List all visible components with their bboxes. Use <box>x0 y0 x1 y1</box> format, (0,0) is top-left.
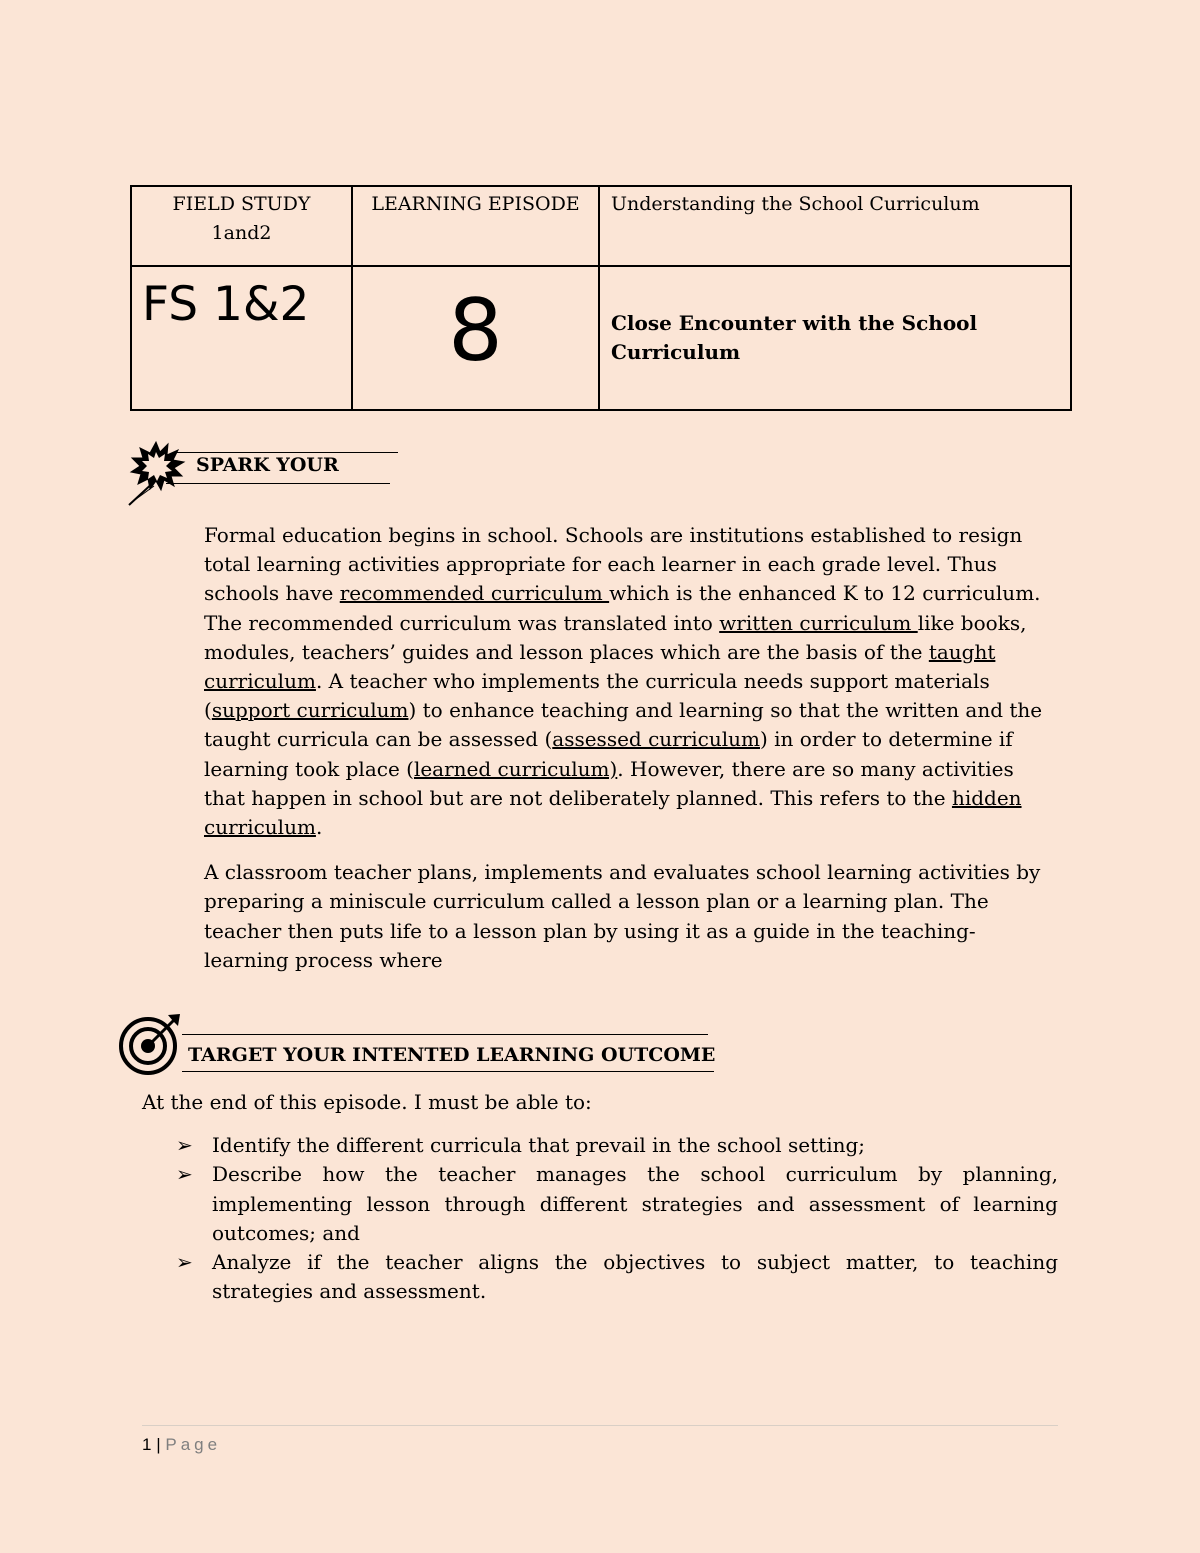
episode-title-cell <box>599 266 1071 410</box>
term-support-curriculum: support curriculum <box>211 698 409 723</box>
intro-text <box>142 521 1058 975</box>
term-assessed-curriculum: assessed curriculum <box>552 727 760 752</box>
target-icon <box>116 1012 184 1076</box>
target-bottom-rule <box>182 1071 714 1072</box>
page-number: 1 <box>142 1435 152 1454</box>
target-section-header <box>116 1012 716 1076</box>
text-run: Formal education begins in school. Schools are institutions established to resign total learning activities appropriate for each learner in each grade level. Thus schools have <box>204 523 1023 606</box>
episode-title: Close Encounter with the School Curriculum <box>611 311 978 364</box>
footer-separator: | <box>156 1435 161 1454</box>
target-title: TARGET YOUR INTENTED LEARNING OUTCOME <box>188 1044 716 1066</box>
spark-title: SPARK YOUR <box>196 454 339 476</box>
arrow-bullet-icon: ➢ <box>176 1133 193 1158</box>
intro-paragraph-1 <box>142 521 1058 842</box>
text-run: ) in order to determine if learning took place ( <box>204 727 1013 781</box>
text-run: . A teacher who implements the curricula needs support materials ( <box>204 669 990 723</box>
term-written-curriculum: written curriculum <box>719 610 918 635</box>
intro-paragraph-2: A classroom teacher plans, implements and evaluates school learning activities by preparing a miniscule curriculum called a lesson plan or a learning plan. The teacher then puts life to a lesson plan by using it as a guide in the teaching-learning process where <box>204 860 1041 972</box>
arrow-bullet-icon: ➢ <box>176 1250 193 1275</box>
course-code: FS 1&2 <box>142 277 310 332</box>
text-run: . However, there are so many activities that happen in school but are not deliberately planned. This refers to the <box>204 756 1014 810</box>
learning-outcomes <box>142 1088 1058 1306</box>
list-item <box>142 1248 1058 1306</box>
term-recommended-curriculum: recommended curriculum <box>339 581 610 606</box>
outcome-text: Analyze if the teacher aligns the objectives to subject matter, to teaching strategies and assessment. <box>212 1250 1058 1304</box>
list-item <box>142 1160 1058 1248</box>
spark-top-rule <box>174 452 398 453</box>
field-study-sublabel: 1and2 <box>211 222 272 244</box>
arrow-bullet-icon: ➢ <box>176 1162 193 1187</box>
episode-number-cell <box>352 266 599 410</box>
learning-episode-label: LEARNING EPISODE <box>371 193 580 215</box>
text-run: which is the enhanced K to 12 curriculum. The recommended curriculum was translated into <box>204 581 1041 635</box>
curriculum-topic: Understanding the School Curriculum <box>611 193 980 215</box>
term-hidden-curriculum: hidden curriculum <box>204 785 1022 840</box>
target-top-rule <box>182 1034 708 1035</box>
field-study-label-cell <box>131 186 352 266</box>
text-run: like books, modules, teachers’ guides and lesson places which are the basis of the <box>204 610 1027 664</box>
page-label: Page <box>165 1435 222 1454</box>
text-run: ) to enhance teaching and learning so that the written and the taught curricula can be assessed ( <box>204 698 1043 752</box>
episode-header-table <box>130 185 1072 411</box>
outcome-text: Describe how the teacher manages the school curriculum by planning, implementing lesson through different strategies and assessment of learning outcomes; and <box>212 1162 1058 1245</box>
page-footer <box>142 1433 221 1457</box>
curriculum-topic-cell <box>599 186 1071 266</box>
spark-section-header <box>126 440 406 510</box>
burst-icon <box>126 440 186 510</box>
term-learned-curriculum: learned curriculum) <box>413 756 618 781</box>
learning-episode-label-cell <box>352 186 599 266</box>
spark-bottom-rule <box>166 483 390 484</box>
episode-number: 8 <box>448 281 503 381</box>
outcomes-intro: At the end of this episode. I must be able to: <box>142 1090 592 1114</box>
outcome-text: Identify the different curricula that prevail in the school setting; <box>212 1133 866 1158</box>
outcomes-list <box>142 1131 1058 1306</box>
course-code-cell <box>131 266 352 410</box>
text-run: . <box>315 815 323 840</box>
footer-rule <box>142 1425 1058 1426</box>
field-study-label: FIELD STUDY <box>172 193 311 215</box>
list-item <box>142 1131 1058 1160</box>
term-taught-curriculum: taught curriculum <box>204 639 996 694</box>
